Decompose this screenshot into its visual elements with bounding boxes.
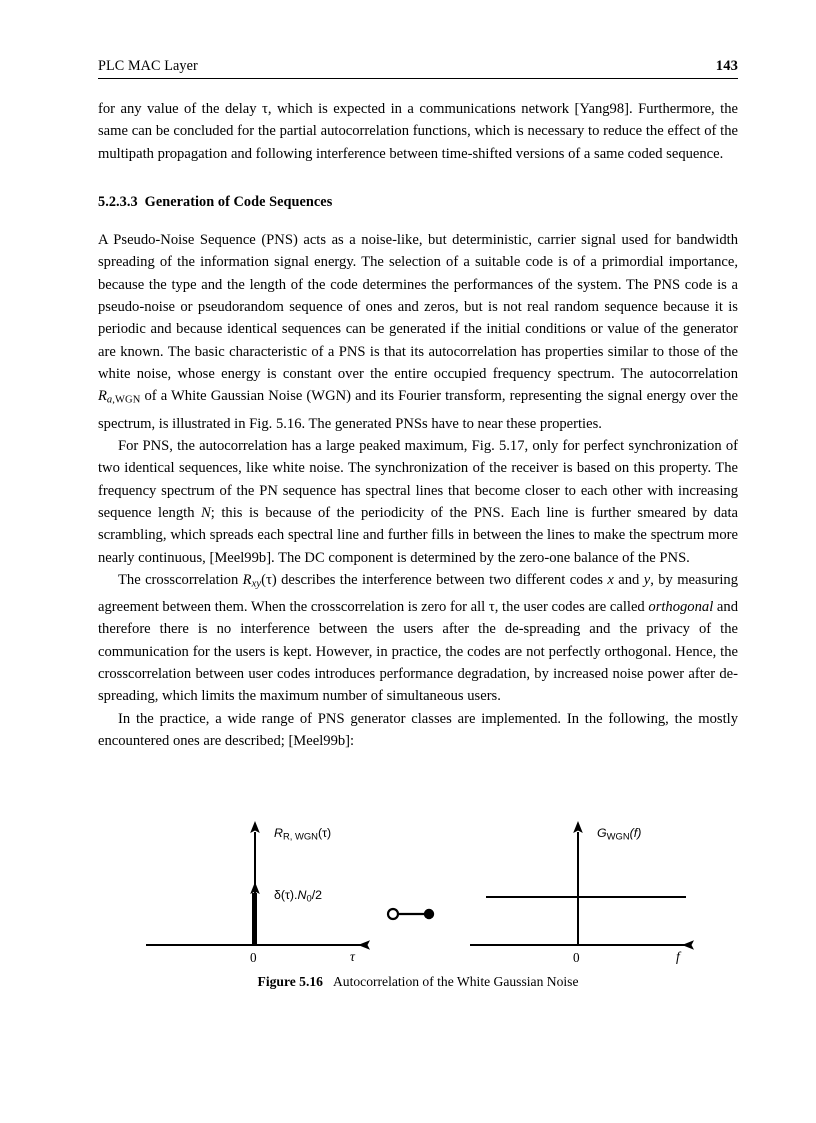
right-plot-x-axis-label: f — [676, 949, 680, 964]
left-plot-y-axis-label — [274, 826, 331, 841]
psd-constant-level-line — [486, 896, 686, 898]
dirac-impulse-label — [274, 888, 322, 903]
dirac-impulse-stem — [252, 893, 257, 945]
body-text — [98, 98, 738, 752]
figure-caption-label: Figure 5.16 — [257, 974, 323, 989]
left-plot-x-axis-label: τ — [350, 949, 355, 964]
dirac-impulse-arrow — [247, 882, 263, 898]
right-y-label-main: G — [597, 826, 607, 840]
fourier-transform-pair-icon — [386, 904, 436, 924]
section-number: 5.2.3.3 — [98, 194, 138, 211]
impulse-label-divisor: /2 — [311, 888, 323, 902]
running-head-title: PLC MAC Layer — [98, 58, 198, 74]
para4-part-c: and — [613, 571, 644, 588]
paragraph-pns-spectrum — [98, 435, 738, 569]
paragraph-pns-definition — [98, 229, 738, 435]
right-plot-y-axis — [577, 832, 579, 945]
para4-part-e: and therefore there is no interference between the users after the de-spreading and the privacy of the communication for the users is kept. However, in practice, the codes are not perfectly orthogonal. Hence, the crosscorrelation between user codes introduces performance degradation, by increased noise power after de-spreading, which limits the maximum number of simultaneous users. — [98, 598, 738, 705]
section-heading — [98, 192, 738, 212]
right-plot-x-axis — [470, 944, 688, 946]
para4-part-b: describes the interference between two different codes — [276, 571, 608, 588]
left-y-label-arg: (τ) — [317, 826, 332, 840]
math-x-symbol: x — [607, 571, 614, 588]
para4-part-d: , by measuring agreement between them. When the crosscorrelation is zero for all τ, the user codes are called — [98, 571, 738, 615]
right-y-label-sub: WGN — [606, 830, 630, 842]
figure-5-16 — [98, 818, 738, 989]
figure-caption-text: Autocorrelation of the White Gaussian Noise — [332, 974, 579, 989]
page-number: 143 — [715, 58, 738, 74]
right-plot-y-axis-arrow — [570, 821, 586, 837]
paragraph-continuation: for any value of the delay τ, which is expected in a communications network [Yang98]. Furthermore, the same can be concluded for the partial autocorrelation functions, which is necessary to reduce the effect of the multipath propagation and following interference between time-shifted versions of a same coded sequence. — [98, 101, 738, 162]
left-plot-x-axis-arrow — [358, 937, 374, 953]
para2-part-b: of a White Gaussian Noise (WGN) and its Fourier transform, representing the signal energy over the spectrum, is illustrated in Fig. 5.16. The generated PNSs have to near these properties. — [98, 388, 738, 432]
impulse-label-delta: δ(τ). — [274, 888, 298, 902]
math-R-subscript-upright: ,WGN — [112, 395, 141, 407]
emphasis-orthogonal: orthogonal — [648, 598, 714, 615]
figure-artwork — [98, 818, 738, 970]
math-R-symbol: R — [98, 388, 107, 405]
para3-part-b: ; this is because of the periodicity of the PNS. Each line is further smeared by data scrambling, which spreads each spectral line and further fills in between the lines to make the spectrum more nearly continuous, [Meel99b]. The DC component is determined by the zero-one balance of the PNS. — [98, 504, 738, 566]
impulse-label-N: N — [297, 888, 307, 902]
right-plot-x-axis-arrow — [682, 937, 698, 953]
figure-caption — [98, 973, 738, 991]
math-Rxy-subscript: xy — [251, 578, 262, 590]
math-R-subscript-italic: a — [106, 395, 113, 407]
math-N-symbol: N — [201, 504, 211, 521]
paragraph-generator-classes: In the practice, a wide range of PNS generator classes are implemented. In the following, the mostly encountered ones are described; [Meel99b]: — [98, 710, 738, 750]
left-y-label-main: R — [274, 826, 283, 840]
running-head — [98, 58, 738, 79]
para4-part-a: The crosscorrelation — [118, 571, 243, 588]
right-plot-y-axis-label — [597, 826, 641, 841]
left-plot-origin-tick: 0 — [250, 950, 257, 965]
right-y-label-arg: (f) — [629, 826, 642, 840]
math-Rxy-symbol: R — [242, 571, 252, 588]
page-content — [98, 58, 738, 752]
para3-part-a: For PNS, the autocorrelation has a large peaked maximum, Fig. 5.17, only for perfect synchronization of two identical sequences, like white noise. The synchronization of the receiver is based on this property. The frequency spectrum of the PN sequence has spectral lines that become closer to each other with increasing sequence length — [98, 437, 738, 521]
math-y-symbol: y — [643, 571, 651, 588]
section-title: Generation of Code Sequences — [144, 194, 333, 211]
left-plot-y-axis-arrow — [247, 821, 263, 837]
left-y-label-sub: R, WGN — [282, 830, 318, 842]
para2-part-a: A Pseudo-Noise Sequence (PNS) acts as a noise-like, but deterministic, carrier signal used for bandwidth spreading of the information signal energy. The selection of a suitable code is of a primordial importance, because the type and the length of the code determines the performances of the system. The PNS code is a pseudo-noise or pseudorandom sequence of ones and zeros, but is not real random sequence because it is periodic and because identical sequences can be generated if the initial conditions or value of the generator are known. The basic characteristic of a PNS is that its autocorrelation has properties similar to those of the white noise, whose energy is constant over the entire occupied frequency spectrum. The autocorrelation — [98, 232, 738, 383]
right-plot-origin-tick: 0 — [573, 950, 580, 965]
paragraph-crosscorrelation — [98, 569, 738, 708]
impulse-label-N-subscript: 0 — [306, 892, 312, 904]
math-Rxy-argument: (τ) — [261, 571, 277, 588]
